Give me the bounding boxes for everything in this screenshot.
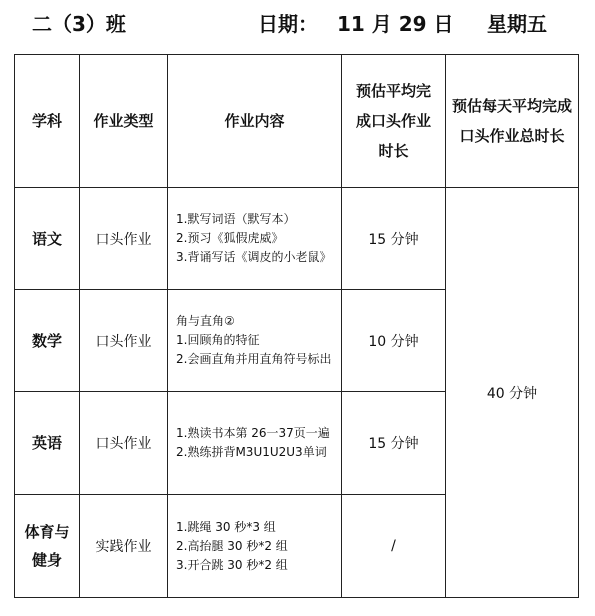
class-name: 二（3）班 xyxy=(32,12,126,36)
date-label: 日期： xyxy=(258,12,318,36)
subject-cell: 英语 xyxy=(15,392,80,495)
content-line: 2.熟练拼背M3U1U2U3单词 xyxy=(176,445,327,459)
header-content: 作业内容 xyxy=(168,55,342,188)
weekday: 星期五 xyxy=(487,12,547,36)
duration-cell: 15 分钟 xyxy=(342,188,446,290)
subject-cell: 语文 xyxy=(15,188,80,290)
duration-cell: 10 分钟 xyxy=(342,290,446,392)
table-header-row xyxy=(15,55,579,188)
content-line: 1.跳绳 30 秒*3 组 xyxy=(176,519,276,534)
content-line: 角与直角② xyxy=(176,314,235,328)
content-line: 2.高抬腿 30 秒*2 组 xyxy=(176,538,288,553)
document-header xyxy=(0,8,595,38)
header-avg-oral: 预估平均完成口头作业时长 xyxy=(342,55,446,188)
content-line: 1.默写词语（默写本） xyxy=(176,212,296,226)
content-cell xyxy=(168,188,342,290)
content-line: 2.预习《狐假虎威》 xyxy=(176,231,284,245)
subject-cell: 体育与健身 xyxy=(15,495,80,598)
content-line: 1.回顾角的特征 xyxy=(176,333,260,347)
duration-cell: 15 分钟 xyxy=(342,392,446,495)
type-cell: 实践作业 xyxy=(80,495,168,598)
subject-cell: 数学 xyxy=(15,290,80,392)
header-subject: 学科 xyxy=(15,55,80,188)
date-value: 11 月 29 日 xyxy=(337,12,454,36)
header-daily-total: 预估每天平均完成口头作业总时长 xyxy=(446,55,579,188)
content-cell xyxy=(168,392,342,495)
type-cell: 口头作业 xyxy=(80,290,168,392)
type-cell: 口头作业 xyxy=(80,392,168,495)
content-line: 2.会画直角并用直角符号标出 xyxy=(176,352,332,366)
type-cell: 口头作业 xyxy=(80,188,168,290)
content-line: 3.开合跳 30 秒*2 组 xyxy=(176,557,288,572)
content-line: 1.熟读书本第 26一37页一遍 xyxy=(176,426,330,440)
total-cell: 40 分钟 xyxy=(446,188,579,598)
header-type: 作业类型 xyxy=(80,55,168,188)
content-line: 3.背诵写话《调皮的小老鼠》 xyxy=(176,250,332,264)
table-row xyxy=(15,188,579,290)
content-cell xyxy=(168,495,342,598)
content-cell xyxy=(168,290,342,392)
homework-table xyxy=(14,54,579,598)
duration-cell: / xyxy=(342,495,446,598)
